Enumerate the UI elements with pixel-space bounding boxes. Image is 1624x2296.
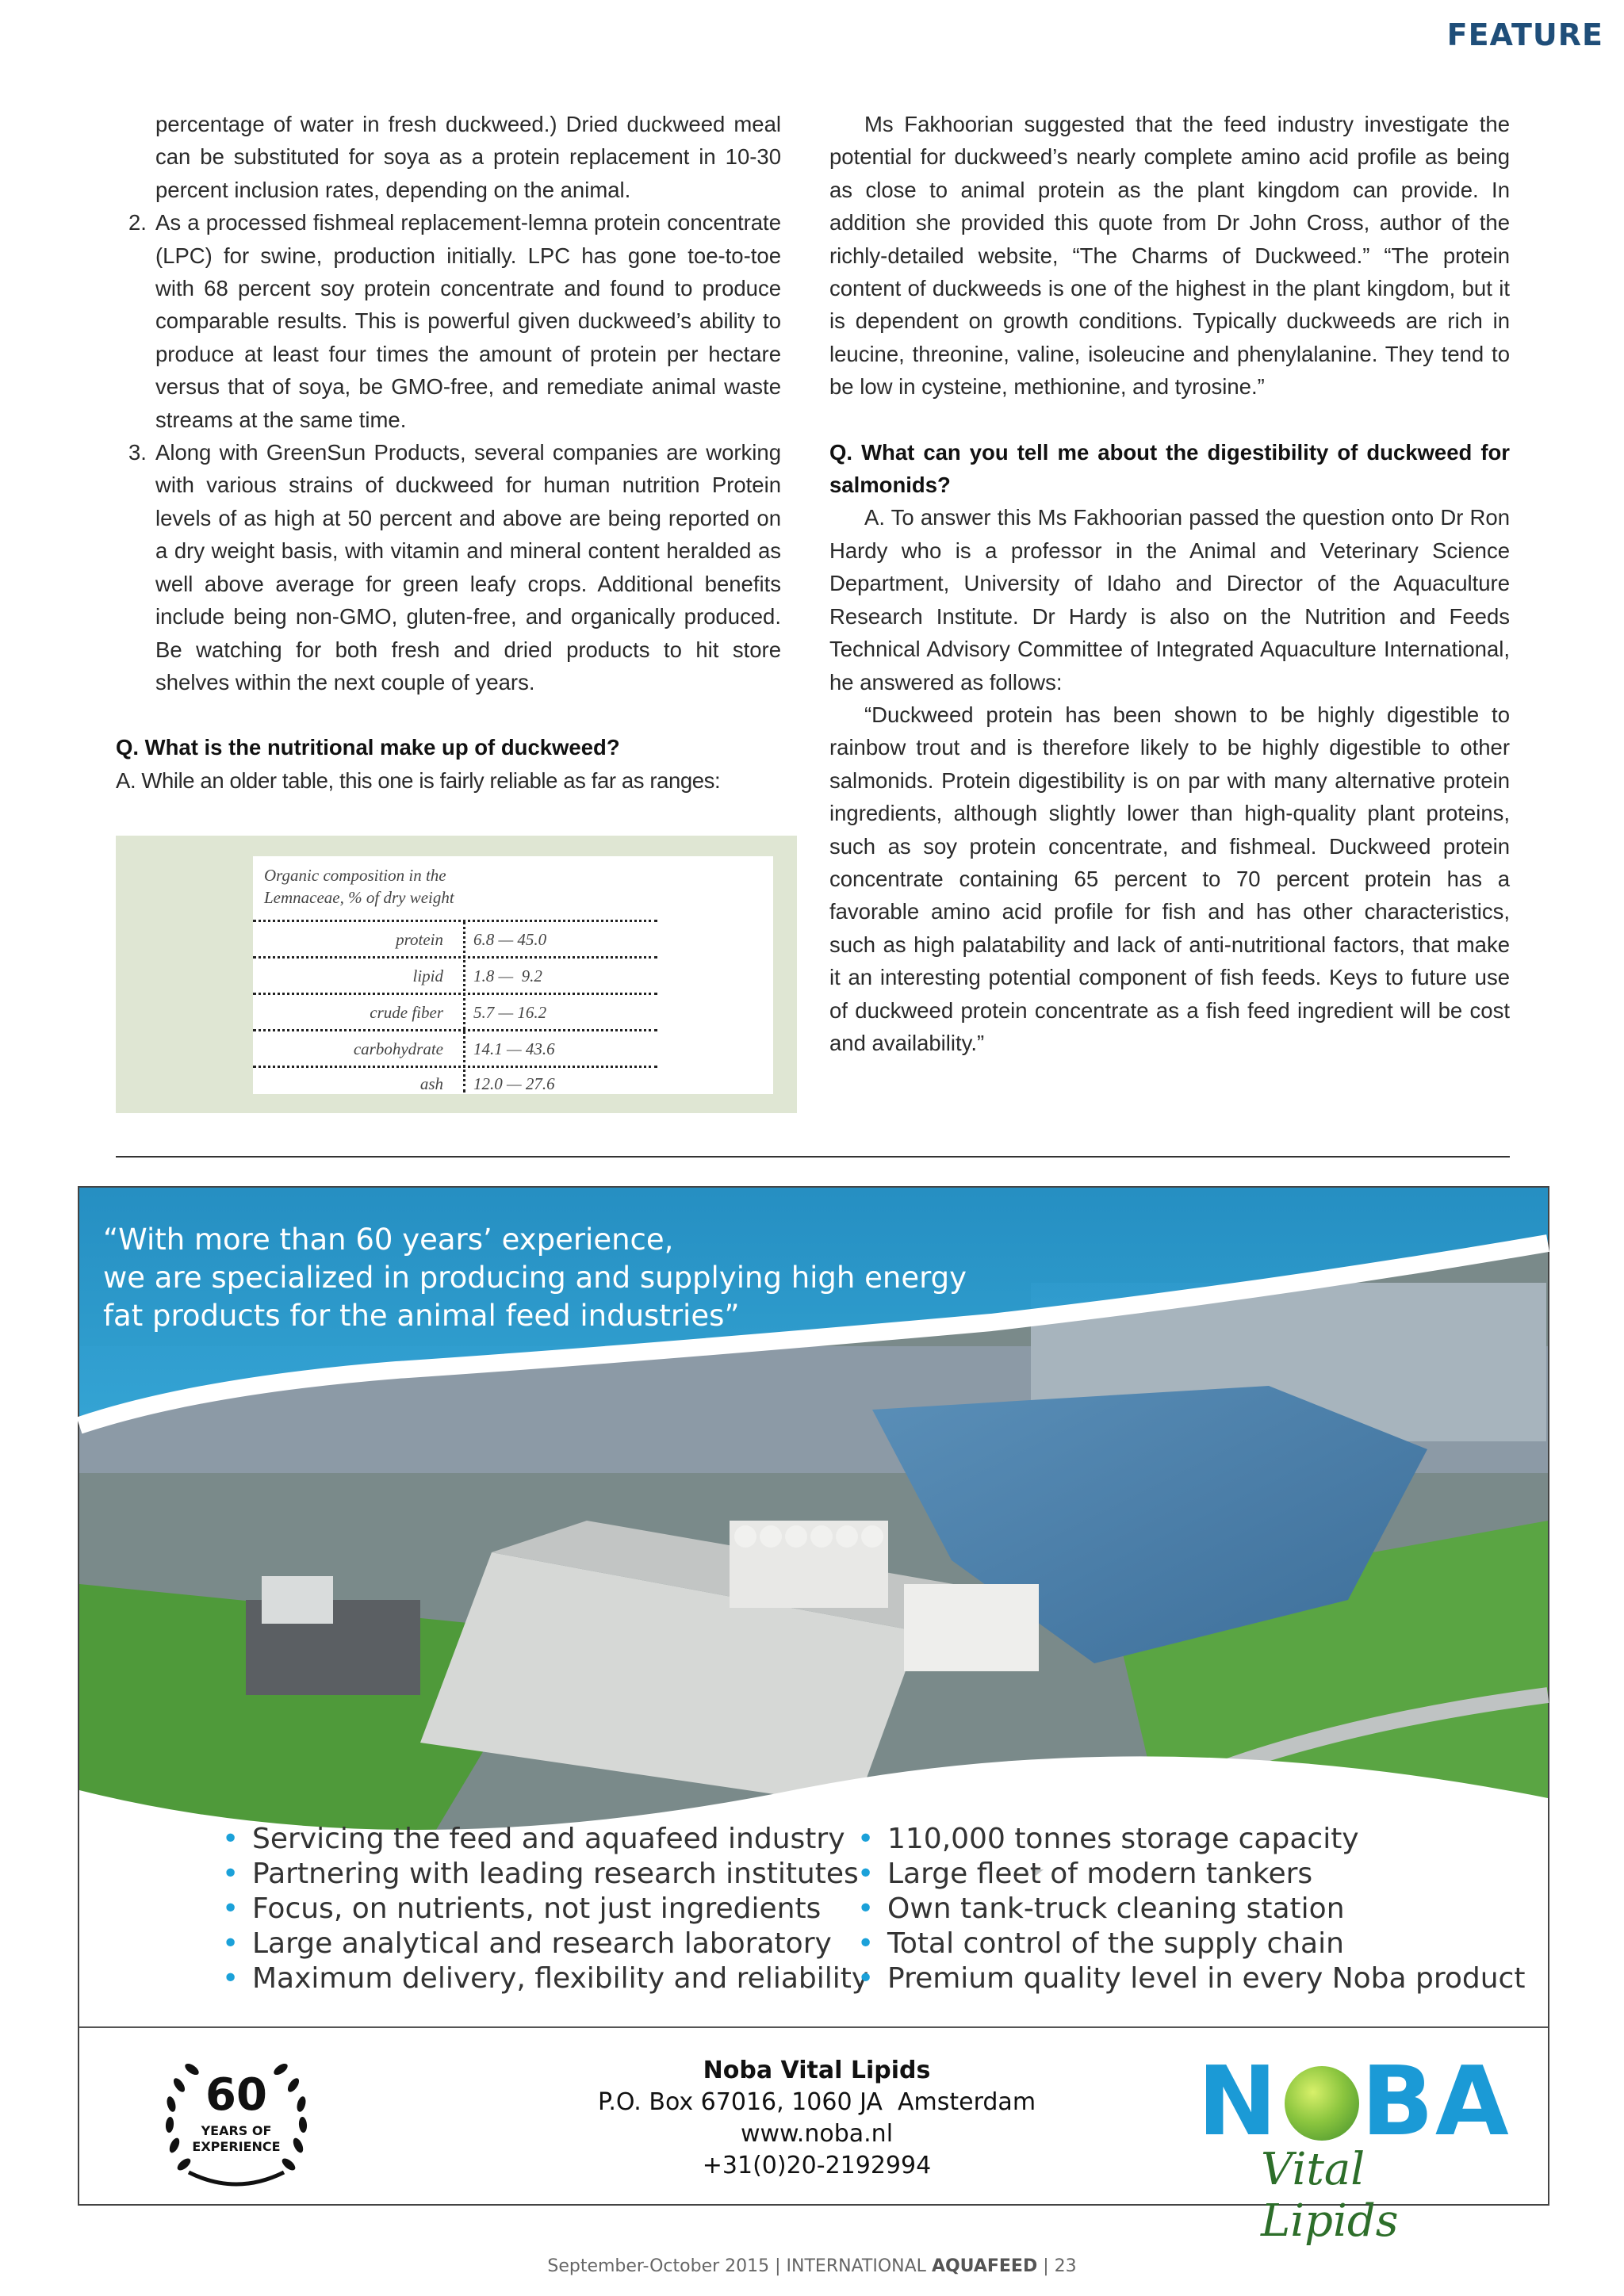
table-cell-value: 6.8 — 45.0 (473, 930, 547, 949)
table-row (253, 1066, 657, 1102)
badge-subtitle-line: EXPERIENCE (192, 2139, 281, 2154)
paragraph: Ms Fakhoorian suggested that the feed industry investigate the potential for duckweed’s nearly complete amino acid profile as being as close to animal protein as the plant kingdom can provide. In addition she provided this quote from Dr John Cross, author of the richly-detailed website, “The Charms of Duckweed.” “The protein content of duckweeds is one of the highest in the plant kingdom, but it is dependent on growth conditions. Typically duckweeds are rich in leucine, threonine, valine, isoleucine and phenylalanine. They tend to be low in cysteine, methionine, and tyrosine.” (829, 112, 1510, 400)
table-cell-label: lipid (412, 966, 443, 985)
table-row (253, 921, 657, 958)
table-row (253, 1031, 657, 1067)
table-row (253, 958, 657, 994)
list-item (116, 436, 781, 698)
table-cell-value: 5.7 — 16.2 (473, 1003, 547, 1022)
list-item: • Premium quality level in every Noba product (857, 1961, 1525, 1996)
list-item-number: 2. (128, 210, 147, 235)
list-item: • Own tank-truck cleaning station (857, 1892, 1525, 1927)
badge-subtitle (157, 2123, 316, 2155)
website-link[interactable]: www.noba.nl (740, 2120, 894, 2148)
badge-number: 60 (205, 2069, 267, 2121)
composition-table-panel (116, 836, 797, 1113)
table-column-divider (463, 921, 465, 1093)
noba-advertisement (78, 1186, 1549, 2247)
ad-tagline (103, 1221, 1213, 1335)
section-label: FEATURE (1446, 17, 1603, 52)
ad-tagline-line: “With more than 60 years’ experience, (103, 1223, 674, 1257)
phone-number: +31(0)20-2192994 (702, 2152, 932, 2179)
magazine-name-prefix: INTERNATIONAL (786, 2256, 926, 2276)
list-item-text: percentage of water in fresh duckweed.) Dried duckweed meal can be substituted for soya as a protein replacement in 10-30 percent inclusion rates, depending on the animal. (155, 112, 781, 202)
ad-tagline-line: fat products for the animal feed industries” (103, 1299, 740, 1333)
company-name: Noba Vital Lipids (703, 2057, 931, 2084)
ad-divider (79, 2026, 1548, 2028)
list-item: • Large fleet of modern tankers (857, 1857, 1525, 1892)
question-heading: Q. What can you tell me about the digestibility of duckweed for salmonids? (829, 439, 1510, 498)
magazine-name: AQUAFEED (931, 2256, 1038, 2276)
list-item: • Partnering with leading research institutes (222, 1857, 868, 1892)
table-cell-label: crude fiber (370, 1003, 443, 1022)
list-item: • 110,000 tonnes storage capacity (857, 1822, 1525, 1857)
table-cell-value: 1.8 — 9.2 (473, 966, 542, 985)
list-item: • Total control of the supply chain (857, 1927, 1525, 1961)
list-item: • Maximum delivery, flexibility and reliability (222, 1961, 868, 1996)
page-footer: September-October 2015 | INTERNATIONAL AQUAFEED | 23 (547, 2256, 1077, 2276)
paragraph: “Duckweed protein has been shown to be highly digestible to rainbow trout and is therefore likely to be highly digestible to other salmonids. Protein digestibility is on par with many alternative protein ingredients, although slightly lower than high-quality plant proteins, such as soy protein concentrate, and fishmeal. Duckweed protein concentrate containing 65 percent to 70 percent protein has a favorable amino acid profile for fish and has other characteristics, such as high palatability and lack of anti-nutritional factors, that make it an interesting potential component of fish feeds. Keys to future use of duckweed protein concentrate as a fish feed ingredient will be cost and availability.” (829, 702, 1510, 1055)
list-item-text: As a processed fishmeal replacement-lemna protein concentrate (LPC) for swine, production initially. LPC has gone toe-to-toe with 68 percent soy protein concentrate and found to produce comparable results. This is powerful given duckweed’s ability to produce at least four times the amount of protein per hectare versus that of soya, be GMO-free, and remediate animal waste streams at the same time. (155, 210, 781, 432)
table-cell-value: 12.0 — 27.6 (473, 1074, 555, 1093)
table-caption (264, 864, 454, 909)
feature-list-left (222, 1822, 868, 1996)
table-caption-line: Lemnaceae, % of dry weight (264, 888, 454, 907)
logo-dot-icon (1285, 2066, 1359, 2141)
ad-tagline-line: we are specialized in producing and supplying high energy (103, 1261, 967, 1295)
postal-address: P.O. Box 67016, 1060 JA Amsterdam (597, 2088, 1036, 2116)
contact-block (523, 2055, 1110, 2182)
left-column (116, 108, 781, 797)
issue-date: September-October 2015 (547, 2256, 770, 2276)
anniversary-badge (157, 2045, 316, 2196)
page-number: 23 (1054, 2256, 1077, 2276)
table-caption-line: Organic composition in the (264, 866, 446, 885)
table-cell-label: carbohydrate (353, 1039, 443, 1058)
logo-tagline: Vital Lipids (1261, 2144, 1399, 2247)
badge-subtitle-line: YEARS OF (201, 2123, 272, 2138)
list-item: • Focus, on nutrients, not just ingredients (222, 1892, 868, 1927)
right-column (829, 108, 1510, 1059)
list-item: • Servicing the feed and aquafeed industry (222, 1822, 868, 1857)
table-cell-value: 14.1 — 43.6 (473, 1039, 555, 1058)
table-cell-label: ash (419, 1074, 443, 1093)
noba-logo (1197, 2047, 1515, 2247)
table-row (253, 994, 657, 1031)
list-item: • Large analytical and research laboratory (222, 1927, 868, 1961)
table-cell-label: protein (396, 930, 443, 949)
laurel-wreath-icon (157, 2045, 316, 2196)
list-item-text: Along with GreenSun Products, several companies are working with various strains of duckweed for human nutrition Protein levels of as high at 50 percent and above are being reported on a dry weight basis, with vitamin and mineral content heralded as well above average for green leafy crops. Additional benefits include being non-GMO, gluten-free, and organically produced. Be watching for both fresh and dried products to hit store shelves within the next couple of years. (155, 440, 781, 695)
section-divider (116, 1156, 1510, 1158)
feature-list-right (857, 1822, 1525, 1996)
list-item (116, 108, 781, 206)
list-item (116, 206, 781, 436)
list-item-number: 3. (128, 440, 147, 465)
logo-wordmark: N BA (1197, 2047, 1511, 2157)
paragraph: A. To answer this Ms Fakhoorian passed the question onto Dr Ron Hardy who is a professor in the Animal and Veterinary Science Department, University of Idaho and Director of the Aquaculture Research Institute. Dr Hardy is also on the Nutrition and Feeds Technical Advisory Committee of Integrated Aquaculture International, he answered as follows: (829, 505, 1510, 695)
question-heading: Q. What is the nutritional make up of duckweed? (116, 735, 620, 760)
composition-table (253, 856, 773, 1094)
answer-text: A. While an older table, this one is fairly reliable as far as ranges: (116, 767, 721, 793)
